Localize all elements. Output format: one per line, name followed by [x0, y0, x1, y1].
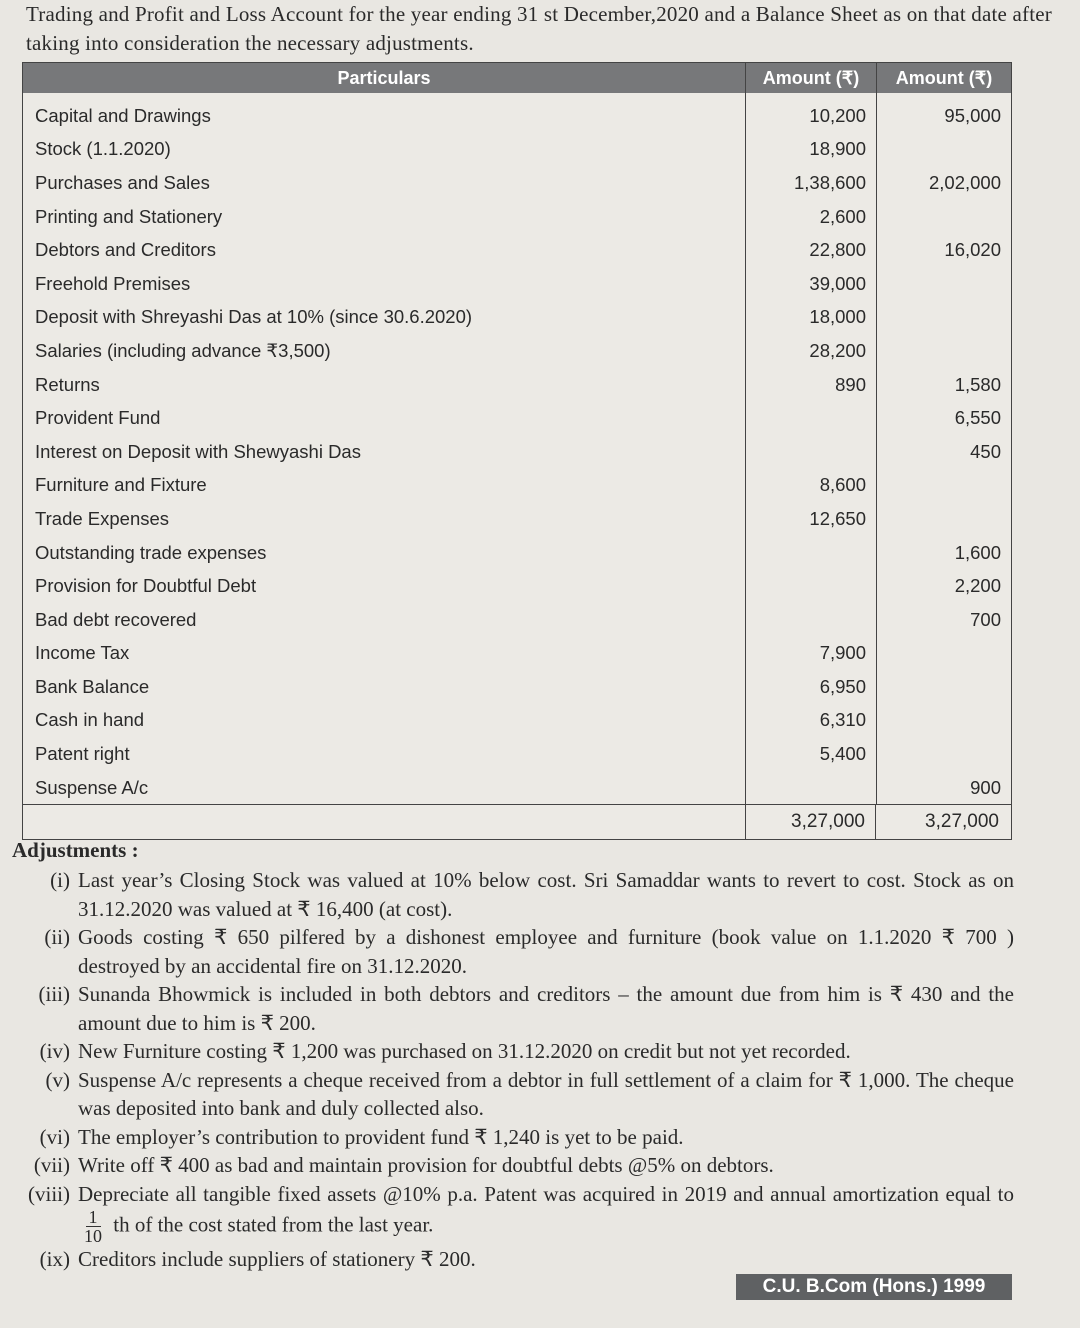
- adjustment-text: Suspense A/c represents a cheque received from a debtor in full settlement of a claim for ₹ 1,000. The cheque was deposited into bank and duly collected also.: [78, 1067, 1014, 1120]
- particular-cell: Purchases and Sales: [35, 171, 210, 193]
- credit-cell: [877, 637, 1011, 671]
- adjustment-number: (iii): [38, 982, 70, 1006]
- debit-cell: 8,600: [819, 474, 866, 496]
- particular-cell: Furniture and Fixture: [35, 474, 207, 496]
- credit-cell: [877, 502, 1011, 536]
- particular-cell: Capital and Drawings: [35, 104, 211, 126]
- adjustment-item: [14, 1180, 1014, 1246]
- table-header: [23, 63, 1011, 93]
- adjustment-number: (vii): [33, 1153, 70, 1177]
- debit-cell: [746, 569, 876, 603]
- debit-cell: 28,200: [809, 339, 866, 361]
- debit-cell: [746, 401, 876, 435]
- particular-cell: Freehold Premises: [35, 272, 191, 294]
- particular-cell: Stock (1.1.2020): [35, 138, 171, 160]
- intro-text: Trading and Profit and Loss Account for the year ending 31 st December,2020 and a Balance Sheet as on that date after taking into consideration the necessary adjustments.: [26, 2, 1052, 55]
- particular-cell: Income Tax: [35, 642, 130, 664]
- adjustment-text-part: th of the cost stated from the last year.: [113, 1212, 434, 1237]
- debit-cell: 18,900: [809, 138, 866, 160]
- particular-cell: Outstanding trade expenses: [35, 541, 267, 563]
- debit-cell: 6,310: [819, 709, 866, 731]
- credit-cell: 2,200: [954, 575, 1001, 597]
- credit-cell: 450: [970, 440, 1001, 462]
- credit-cell: 6,550: [954, 407, 1001, 429]
- particulars-column: [23, 93, 745, 804]
- adjustment-item: [14, 1245, 1014, 1274]
- debit-cell: 5,400: [819, 743, 866, 765]
- source-badge: C.U. B.Com (Hons.) 1999: [736, 1274, 1012, 1300]
- debit-cell: 12,650: [809, 507, 866, 529]
- debit-cell: 39,000: [809, 272, 866, 294]
- debit-column: [745, 93, 876, 804]
- credit-cell: 16,020: [944, 239, 1001, 261]
- debit-cell: 6,950: [819, 675, 866, 697]
- adjustment-item: [14, 1037, 1014, 1066]
- adjustment-text: New Furniture costing ₹ 1,200 was purchased on 31.12.2020 on credit but not yet recorded.: [78, 1039, 851, 1063]
- particular-cell: Provident Fund: [35, 407, 161, 429]
- total-credit: 3,27,000: [875, 805, 1009, 839]
- adjustment-text: Creditors include suppliers of stationery ₹ 200.: [78, 1247, 476, 1271]
- adjustment-text: Sunanda Bhowmick is included in both debtors and creditors – the amount due from him is ₹ 430 and the amount due to him is ₹ 200.: [78, 982, 1014, 1035]
- particular-cell: Cash in hand: [35, 709, 145, 731]
- adjustments-title: Adjustments :: [12, 838, 139, 862]
- debit-cell: 7,900: [819, 642, 866, 664]
- credit-cell: [877, 133, 1011, 167]
- credit-cell: [877, 704, 1011, 738]
- credit-cell: 2,02,000: [928, 171, 1001, 193]
- particular-cell: Deposit with Shreyashi Das at 10% (since 30.6.2020): [35, 306, 473, 328]
- debit-cell: [746, 771, 876, 805]
- table-totals: [23, 804, 1011, 839]
- adjustment-text: Goods costing ₹ 650 pilfered by a dishonest employee and furniture (book value on 1.1.2020 ₹ 700 ) destroyed by an accidental fire on 31.12.2020.: [78, 925, 1014, 978]
- fraction: [84, 1208, 102, 1245]
- adjustment-number: (vi): [39, 1124, 70, 1149]
- particular-cell: Salaries (including advance ₹3,500): [35, 339, 331, 361]
- particular-cell: Debtors and Creditors: [35, 239, 216, 261]
- particular-cell: Trade Expenses: [35, 507, 170, 529]
- fraction-denominator: 10: [84, 1226, 102, 1246]
- adjustment-text: The employer’s contribution to provident fund ₹ 1,240 is yet to be paid.: [78, 1124, 684, 1149]
- adjustment-number: (iv): [39, 1039, 70, 1063]
- debit-cell: 890: [835, 373, 866, 395]
- fraction-numerator: 1: [86, 1208, 101, 1227]
- adjustment-item: [14, 1123, 1014, 1152]
- credit-cell: 1,580: [954, 373, 1001, 395]
- adjustment-number: (i): [50, 868, 70, 892]
- credit-column: [876, 93, 1011, 804]
- adjustment-item: [14, 1066, 1014, 1123]
- adjustment-number: (ix): [39, 1247, 70, 1271]
- adjustment-text-part: Depreciate all tangible fixed assets @10% p.a. Patent was acquired in 2019 and annual amortization equal to: [78, 1181, 1014, 1206]
- debit-cell: 2,600: [819, 205, 866, 227]
- credit-cell: [877, 267, 1011, 301]
- credit-cell: [877, 301, 1011, 335]
- credit-cell: 900: [970, 776, 1001, 798]
- credit-cell: [877, 469, 1011, 503]
- credit-cell: [877, 334, 1011, 368]
- adjustment-item: [14, 866, 1014, 923]
- particular-cell: Bank Balance: [35, 675, 150, 697]
- particular-cell: Patent right: [35, 743, 130, 765]
- table-body: [23, 93, 1011, 804]
- particular-cell: Provision for Doubtful Debt: [35, 575, 257, 597]
- trial-balance-table: [22, 62, 1012, 840]
- total-debit: 3,27,000: [745, 805, 875, 839]
- debit-cell: [746, 536, 876, 570]
- adjustment-number: (viii): [28, 1181, 70, 1206]
- credit-cell: [877, 737, 1011, 771]
- credit-cell: 95,000: [944, 104, 1001, 126]
- header-amount-credit: Amount (₹): [876, 63, 1011, 93]
- debit-cell: [746, 603, 876, 637]
- adjustment-item: [14, 980, 1014, 1037]
- particular-cell: Interest on Deposit with Shewyashi Das: [35, 440, 361, 462]
- particular-cell: Returns: [35, 373, 100, 395]
- debit-cell: [746, 435, 876, 469]
- header-particulars: Particulars: [337, 67, 431, 88]
- particular-cell: Suspense A/c: [35, 776, 149, 798]
- adjustment-text: Write off ₹ 400 as bad and maintain provision for doubtful debts @5% on debtors.: [78, 1153, 774, 1177]
- debit-cell: 10,200: [809, 104, 866, 126]
- debit-cell: 1,38,600: [793, 171, 866, 193]
- adjustment-number: (v): [45, 1067, 70, 1092]
- credit-cell: [877, 200, 1011, 234]
- totals-label-cell: [23, 805, 745, 839]
- credit-cell: 1,600: [954, 541, 1001, 563]
- particular-cell: Bad debt recovered: [35, 608, 197, 630]
- adjustment-item: [14, 1151, 1014, 1180]
- adjustment-text: Last year’s Closing Stock was valued at 10% below cost. Sri Samaddar wants to revert to cost. Stock as on 31.12.2020 was valued at ₹ 16,400 (at cost).: [78, 868, 1014, 921]
- credit-cell: [877, 670, 1011, 704]
- adjustments-list: [14, 866, 1014, 1274]
- adjustment-text: [78, 1180, 1014, 1246]
- particular-cell: Printing and Stationery: [35, 205, 223, 227]
- header-amount-debit: Amount (₹): [745, 63, 876, 93]
- credit-cell: 700: [970, 608, 1001, 630]
- debit-cell: 18,000: [809, 306, 866, 328]
- adjustment-number: (ii): [44, 925, 70, 949]
- adjustment-item: [14, 923, 1014, 980]
- debit-cell: 22,800: [809, 239, 866, 261]
